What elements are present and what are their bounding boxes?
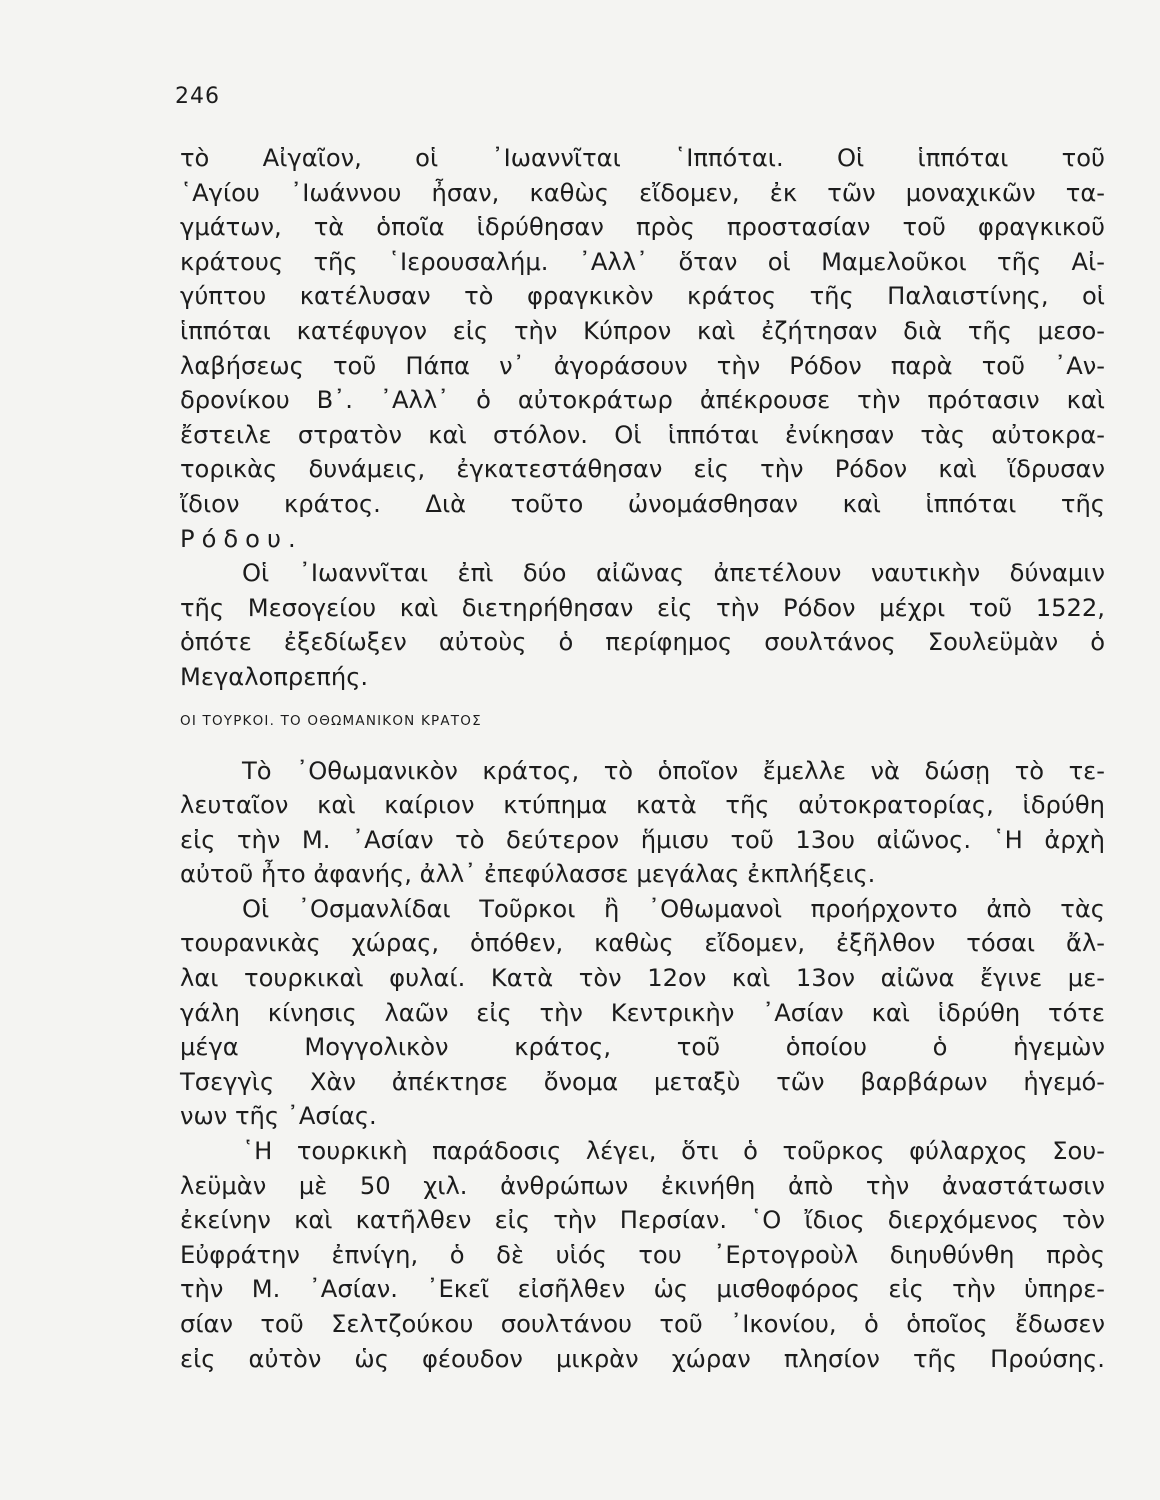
text-line: εἰς αὐτὸν ὡς φέουδον μικρὰν χώραν πλησίον τῆς Προύσης. xyxy=(180,1344,1105,1373)
text-line: Τσεγγὶς Χὰν ἀπέκτησε ὄνομα μεταξὺ τῶν βαρβάρων ἡγεμό- xyxy=(180,1067,1105,1096)
text-line: λαι τουρκικαὶ φυλαί. Κατὰ τὸν 12ον καὶ 13ον αἰῶνα ἔγινε με- xyxy=(180,964,1105,993)
text-line: Τὸ ᾿Οθωμανικὸν κράτος, τὸ ὁποῖον ἔμελλε νὰ δώσῃ τὸ τε- xyxy=(242,756,1105,785)
text-line: τουρανικὰς χώρας, ὁπόθεν, καθὼς εἴδομεν, ἐξῆλθον τόσαι ἄλ- xyxy=(180,929,1105,958)
text-line: ἴδιον κράτος. Διὰ τοῦτο ὠνομάσθησαν καὶ ἱππόται τῆς xyxy=(180,489,1105,518)
text-line: μέγα Μογγολικὸν κράτος, τοῦ ὁποίου ὁ ἡγεμὼν xyxy=(180,1033,1105,1062)
text-line: ῾Αγίου ᾿Ιωάννου ἦσαν, καθὼς εἴδομεν, ἐκ τῶν μοναχικῶν τα- xyxy=(180,178,1105,207)
text-line: δρονίκου Β᾿. ᾿Αλλ᾿ ὁ αὐτοκράτωρ ἀπέκρουσε τὴν πρότασιν καὶ xyxy=(180,386,1105,415)
text-body xyxy=(180,141,1105,1376)
text-line: σίαν τοῦ Σελτζούκου σουλτάνου τοῦ ᾿Ικονίου, ὁ ὁποῖος ἔδωσεν xyxy=(180,1310,1105,1338)
text-line: τὴν Μ. ᾿Ασίαν. ᾿Εκεῖ εἰσῆλθεν ὡς μισθοφόρος εἰς τὴν ὑπηρε- xyxy=(180,1275,1105,1304)
text-line: ὁπότε ἐξεδίωξεν αὐτοὺς ὁ περίφημος σουλτάνος Σουλεϋμὰν ὁ xyxy=(180,628,1105,657)
text-line: γάλη κίνησις λαῶν εἰς τὴν Κεντρικὴν ᾿Ασίαν καὶ ἱδρύθη τότε xyxy=(180,998,1105,1027)
text-line: γμάτων, τὰ ὁποῖα ἱδρύθησαν πρὸς προστασίαν τοῦ φραγκικοῦ xyxy=(180,213,1105,242)
text-line: τῆς Μεσογείου καὶ διετηρήθησαν εἰς τὴν Ρόδον μέχρι τοῦ 1522, xyxy=(180,593,1105,622)
text-line: λαβήσεως τοῦ Πάπα ν᾿ ἀγοράσουν τὴν Ρόδον παρὰ τοῦ ᾿Αν- xyxy=(180,351,1105,380)
text-line: αὐτοῦ ἦτο ἀφανής, ἀλλ᾿ ἐπεφύλασσε μεγάλας ἐκπλήξεις. xyxy=(180,860,876,889)
text-line: ἱππόται κατέφυγον εἰς τὴν Κύπρον καὶ ἐζήτησαν διὰ τῆς μεσο- xyxy=(180,316,1105,345)
text-line: Οἱ ᾿Ιωαννῖται ἐπὶ δύο αἰῶνας ἀπετέλουν ναυτικὴν δύναμιν xyxy=(242,559,1105,588)
text-line: τορικὰς δυνάμεις, ἐγκατεστάθησαν εἰς τὴν Ρόδον καὶ ἵδρυσαν xyxy=(180,455,1105,484)
text-line: γύπτου κατέλυσαν τὸ φραγκικὸν κράτος τῆς Παλαιστίνης, οἱ xyxy=(180,282,1105,311)
text-line: ἔστειλε στρατὸν καὶ στόλον. Οἱ ἱππόται ἐνίκησαν τὰς αὐτοκρα- xyxy=(180,420,1105,449)
text-line: ῾Η τουρκικὴ παράδοσις λέγει, ὅτι ὁ τοῦρκος φύλαρχος Σου- xyxy=(242,1137,1105,1166)
text-line: κράτους τῆς ῾Ιερουσαλήμ. ᾿Αλλ᾿ ὅταν οἱ Μαμελοῦκοι τῆς Αἰ- xyxy=(180,247,1105,276)
text-line: εἰς τὴν Μ. ᾿Ασίαν τὸ δεύτερον ἥμισυ τοῦ 13ου αἰῶνος. ῾Η ἀρχὴ xyxy=(180,825,1105,854)
text-line: νων τῆς ᾿Ασίας. xyxy=(180,1102,377,1131)
text-line: λευταῖον καὶ καίριον κτύπημα κατὰ τῆς αὐτοκρατορίας, ἱδρύθη xyxy=(180,791,1105,820)
section-heading: ΟΙ ΤΟΥΡΚΟΙ. ΤΟ ΟΘΩΜΑΝΙΚΟΝ ΚΡΑΤΟΣ xyxy=(180,712,482,729)
text-line: τὸ Αἰγαῖον, οἱ ᾿Ιωαννῖται ῾Ιππόται. Οἱ ἱππόται τοῦ xyxy=(180,144,1105,172)
text-line: Μεγαλοπρεπής. xyxy=(180,662,369,691)
text-line: ἐκείνην καὶ κατῆλθεν εἰς τὴν Περσίαν. ῾Ο ἴδιος διερχόμενος τὸν xyxy=(180,1206,1105,1235)
text-line: λεϋμὰν μὲ 50 χιλ. ἀνθρώπων ἐκινήθη ἀπὸ τὴν ἀναστάτωσιν xyxy=(180,1171,1105,1200)
text-line: Εὐφράτην ἐπνίγη, ὁ δὲ υἱός του ᾿Ερτογροὺλ διηυθύνθη πρὸς xyxy=(180,1240,1105,1269)
text-line: Ρόδου. xyxy=(180,524,303,553)
page-number: 246 xyxy=(175,84,220,109)
text-line: Οἱ ᾿Οσμανλίδαι Τοῦρκοι ἢ ᾿Οθωμανοὶ προήρχοντο ἀπὸ τὰς xyxy=(242,894,1105,923)
